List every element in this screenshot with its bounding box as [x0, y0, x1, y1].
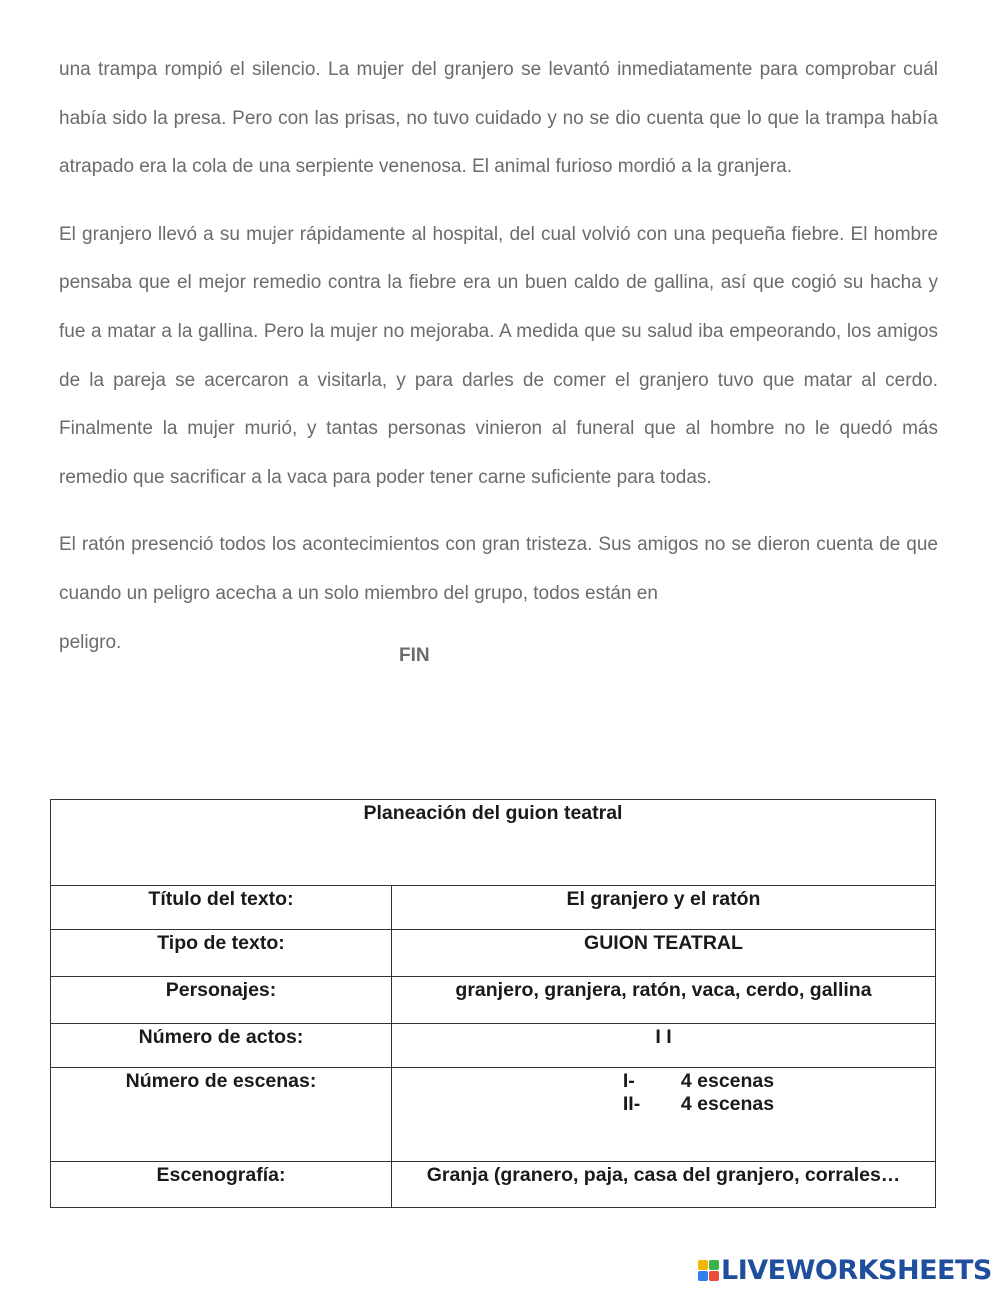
row-value-characters: granjero, granjera, ratón, vaca, cerdo, gallina — [392, 977, 936, 1024]
table-row — [51, 1162, 936, 1208]
scene-number: II- — [622, 1093, 641, 1115]
row-value-acts: I I — [392, 1024, 936, 1068]
table-header-row — [51, 800, 936, 886]
logo-icon — [698, 1260, 719, 1281]
planning-table — [50, 799, 936, 1208]
scene-item — [623, 1070, 774, 1093]
logo-text: LIVEWORKSHEETS — [721, 1254, 992, 1286]
fin-label: FIN — [399, 644, 430, 666]
scene-number: I- — [622, 1070, 635, 1092]
story-paragraph-3-text: El ratón presenció todos los acontecimientos con gran tristeza. Sus amigos no se dieron cuenta de que cuando un peligro acecha a un solo miembro del grupo, todos están en — [59, 534, 938, 604]
row-label-scenography: Escenografía: — [51, 1162, 392, 1208]
row-value-scenography: Granja (granero, paja, casa del granjero, corrales… — [392, 1162, 936, 1208]
row-value-title: El granjero y el ratón — [392, 886, 936, 930]
logo-cell-2 — [709, 1260, 719, 1270]
scenes-list — [623, 1070, 774, 1116]
logo-cell-1 — [698, 1260, 708, 1270]
row-value-type: GUION TEATRAL — [392, 930, 936, 977]
scene-count: 4 escenas — [680, 1093, 775, 1115]
row-label-acts: Número de actos: — [51, 1024, 392, 1068]
row-label-type: Tipo de texto: — [51, 930, 392, 977]
scene-count: 4 escenas — [680, 1070, 775, 1092]
table-row — [51, 1024, 936, 1068]
liveworksheets-logo — [698, 1256, 992, 1284]
table-row — [51, 1068, 936, 1162]
table-row — [51, 930, 936, 977]
row-label-scenes: Número de escenas: — [51, 1068, 392, 1162]
story-text — [59, 46, 938, 686]
table-title: Planeación del guion teatral — [51, 800, 936, 886]
story-paragraph-3 — [59, 521, 938, 667]
story-paragraph-2: El granjero llevó a su mujer rápidamente al hospital, del cual volvió con una pequeña fiebre. El hombre pensaba que el mejor remedio contra la fiebre era un buen caldo de gallina, así que cogió su hacha y fue a matar a la gallina. Pero la mujer no mejoraba. A medida que su salud iba empeorando, los amigos de la pareja se acercaron a visitarla, y para darles de comer el granjero tuvo que matar al cerdo. Finalmente la mujer murió, y tantas personas vinieron al funeral que al hombre no le quedó más remedio que sacrificar a la vaca para poder tener carne suficiente para todas. — [59, 223, 938, 488]
story-last-line — [59, 631, 430, 666]
row-value-scenes — [392, 1068, 936, 1162]
row-label-title: Título del texto: — [51, 886, 392, 930]
story-paragraph-1: una trampa rompió el silencio. La mujer del granjero se levantó inmediatamente para comprobar cuál había sido la presa. Pero con las prisas, no tuvo cuidado y no se dio cuenta que lo que la trampa había atrapado era la cola de una serpiente venenosa. El animal furioso mordió a la granjera. — [59, 59, 938, 178]
logo-cell-3 — [698, 1271, 708, 1281]
logo-cell-4 — [709, 1271, 719, 1281]
story-paragraph-3-end: peligro. — [59, 631, 122, 653]
row-label-characters: Personajes: — [51, 977, 392, 1024]
scene-item — [623, 1093, 774, 1116]
table-row — [51, 886, 936, 930]
table-row — [51, 977, 936, 1024]
